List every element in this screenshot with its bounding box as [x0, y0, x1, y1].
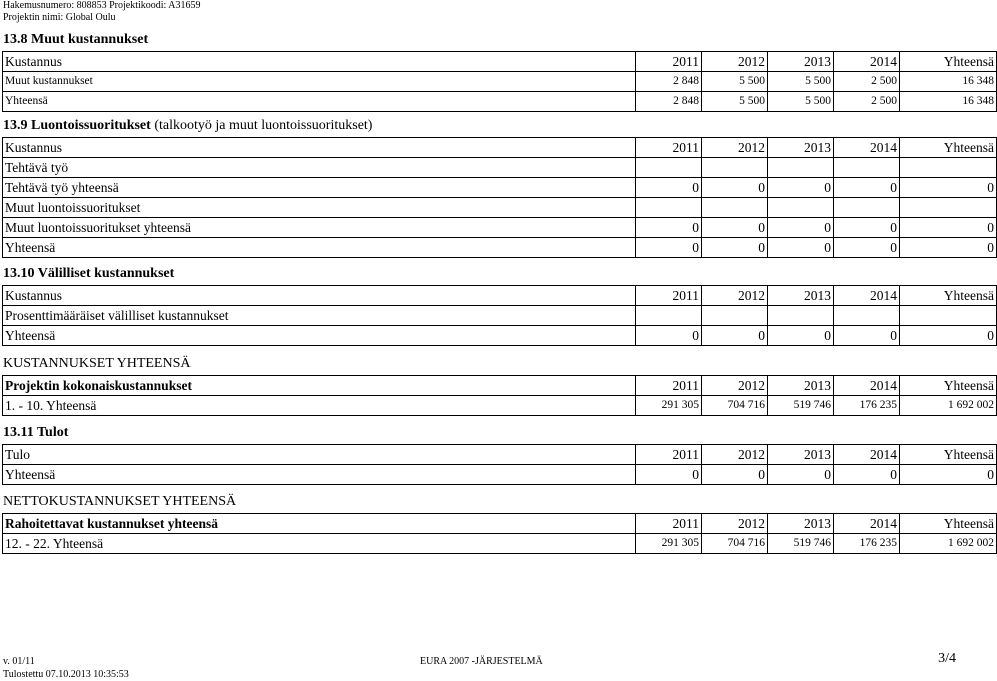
year-header: 2014: [834, 445, 900, 465]
cell-value: 0: [834, 238, 900, 258]
cell-value: 2 848: [636, 72, 702, 92]
cell-value: 0: [768, 238, 834, 258]
year-header: 2012: [702, 52, 768, 72]
year-header: 2011: [636, 52, 702, 72]
year-header: 2011: [636, 138, 702, 158]
cell-value: 0: [636, 238, 702, 258]
table-row: [3, 92, 997, 112]
column-header: Kustannus: [3, 52, 636, 72]
row-label: Muut kustannukset: [3, 72, 636, 92]
cell-value: 2 500: [834, 92, 900, 112]
cell-value: 0: [636, 178, 702, 198]
table-row: [3, 396, 997, 416]
table-header-row: [3, 514, 997, 534]
row-label: Muut luontoissuoritukset yhteensä: [3, 218, 636, 238]
cell-value: 0: [768, 465, 834, 485]
table-header-row: [3, 286, 997, 306]
cell-value: 5 500: [702, 92, 768, 112]
column-header: Kustannus: [3, 286, 636, 306]
cell-value: 0: [900, 238, 997, 258]
table-row: [3, 238, 997, 258]
year-header: 2014: [834, 52, 900, 72]
group-label: Prosenttimääräiset välilliset kustannukset: [3, 306, 636, 326]
year-header: 2013: [768, 52, 834, 72]
table-13-8: [2, 51, 997, 112]
cell-value: 0: [900, 326, 997, 346]
cell-value: 0: [702, 465, 768, 485]
cell-value: 0: [768, 178, 834, 198]
year-header: 2014: [834, 286, 900, 306]
column-header: Rahoitettavat kustannukset yhteensä: [3, 514, 636, 534]
table-13-9: [2, 137, 997, 258]
application-number: Hakemusnumero: 808853 Projektikoodi: A31659: [3, 0, 201, 11]
total-header: Yhteensä: [900, 52, 997, 72]
footer-printed-timestamp: Tulostettu 07.10.2013 10:35:53: [3, 669, 129, 680]
table-row: [3, 178, 997, 198]
cell-value: 0: [636, 465, 702, 485]
year-header: 2012: [702, 445, 768, 465]
year-header: 2011: [636, 376, 702, 396]
table-header-row: [3, 52, 997, 72]
year-header: 2013: [768, 138, 834, 158]
year-header: 2012: [702, 286, 768, 306]
cell-value: 519 746: [768, 396, 834, 416]
cell-value: 5 500: [768, 92, 834, 112]
year-header: 2011: [636, 286, 702, 306]
year-header: 2012: [702, 376, 768, 396]
cell-value: 0: [834, 326, 900, 346]
table-net-costs: [2, 513, 997, 554]
cell-value: 1 692 002: [900, 396, 997, 416]
row-label: Yhteensä: [3, 92, 636, 112]
table-row: [3, 158, 997, 178]
cell-value: 704 716: [702, 396, 768, 416]
footer-page-number: 3/4: [938, 651, 956, 666]
total-header: Yhteensä: [900, 138, 997, 158]
row-label: 1. - 10. Yhteensä: [3, 396, 636, 416]
cell-value: 16 348: [900, 92, 997, 112]
footer-version: v. 01/11: [3, 656, 35, 667]
cell-value: 2 848: [636, 92, 702, 112]
year-header: 2011: [636, 445, 702, 465]
year-header: 2013: [768, 445, 834, 465]
year-header: 2013: [768, 514, 834, 534]
cell-value: 291 305: [636, 396, 702, 416]
table-row: [3, 534, 997, 554]
row-label: Yhteensä: [3, 326, 636, 346]
costs-total-title: KUSTANNUKSET YHTEENSÄ: [3, 356, 191, 371]
year-header: 2014: [834, 376, 900, 396]
cell-value: 519 746: [768, 534, 834, 554]
column-header: Kustannus: [3, 138, 636, 158]
cell-value: 291 305: [636, 534, 702, 554]
cell-value: 0: [702, 178, 768, 198]
cell-value: 704 716: [702, 534, 768, 554]
total-header: Yhteensä: [900, 514, 997, 534]
section-13-9-title: [3, 118, 372, 134]
cell-value: 16 348: [900, 72, 997, 92]
cell-value: 0: [702, 326, 768, 346]
cell-value: 0: [900, 465, 997, 485]
table-row: [3, 465, 997, 485]
year-header: 2013: [768, 376, 834, 396]
cell-value: 0: [900, 178, 997, 198]
group-label: Tehtävä työ: [3, 158, 636, 178]
cell-value: 1 692 002: [900, 534, 997, 554]
table-header-row: [3, 138, 997, 158]
cell-value: 0: [702, 238, 768, 258]
table-row: [3, 72, 997, 92]
column-header: Projektin kokonaiskustannukset: [3, 376, 636, 396]
year-header: 2013: [768, 286, 834, 306]
cell-value: 5 500: [768, 72, 834, 92]
year-header: 2014: [834, 138, 900, 158]
table-row: [3, 306, 997, 326]
cell-value: 0: [834, 218, 900, 238]
cell-value: 0: [834, 178, 900, 198]
footer-system: EURA 2007 -JÄRJESTELMÄ: [420, 656, 543, 667]
cell-value: 0: [768, 218, 834, 238]
total-header: Yhteensä: [900, 445, 997, 465]
section-13-9-title-suffix: (talkootyö ja muut luontoissuoritukset): [150, 118, 373, 133]
net-costs-title: NETTOKUSTANNUKSET YHTEENSÄ: [3, 494, 237, 509]
table-header-row: [3, 445, 997, 465]
row-label: Yhteensä: [3, 465, 636, 485]
table-header-row: [3, 376, 997, 396]
table-row: [3, 326, 997, 346]
project-name: Projektin nimi: Global Oulu: [3, 12, 116, 23]
cell-value: 0: [636, 326, 702, 346]
row-label: Yhteensä: [3, 238, 636, 258]
section-13-8-title: 13.8 Muut kustannukset: [3, 32, 149, 47]
table-costs-total: [2, 375, 997, 416]
section-13-10-title: 13.10 Välilliset kustannukset: [3, 266, 175, 281]
group-label: Muut luontoissuoritukset: [3, 198, 636, 218]
table-13-10: [2, 285, 997, 346]
cell-value: 0: [834, 465, 900, 485]
table-13-11: [2, 444, 997, 485]
total-header: Yhteensä: [900, 286, 997, 306]
cell-value: 176 235: [834, 534, 900, 554]
row-label: Tehtävä työ yhteensä: [3, 178, 636, 198]
row-label: 12. - 22. Yhteensä: [3, 534, 636, 554]
column-header: Tulo: [3, 445, 636, 465]
section-13-9-title-bold: 13.9 Luontoissuoritukset: [3, 118, 151, 133]
table-row: [3, 198, 997, 218]
total-header: Yhteensä: [900, 376, 997, 396]
cell-value: 5 500: [702, 72, 768, 92]
cell-value: 0: [900, 218, 997, 238]
year-header: 2012: [702, 514, 768, 534]
year-header: 2014: [834, 514, 900, 534]
year-header: 2012: [702, 138, 768, 158]
section-13-11-title: 13.11 Tulot: [3, 425, 69, 440]
cell-value: 0: [636, 218, 702, 238]
table-row: [3, 218, 997, 238]
cell-value: 176 235: [834, 396, 900, 416]
year-header: 2011: [636, 514, 702, 534]
cell-value: 0: [768, 326, 834, 346]
cell-value: 0: [702, 218, 768, 238]
cell-value: 2 500: [834, 72, 900, 92]
